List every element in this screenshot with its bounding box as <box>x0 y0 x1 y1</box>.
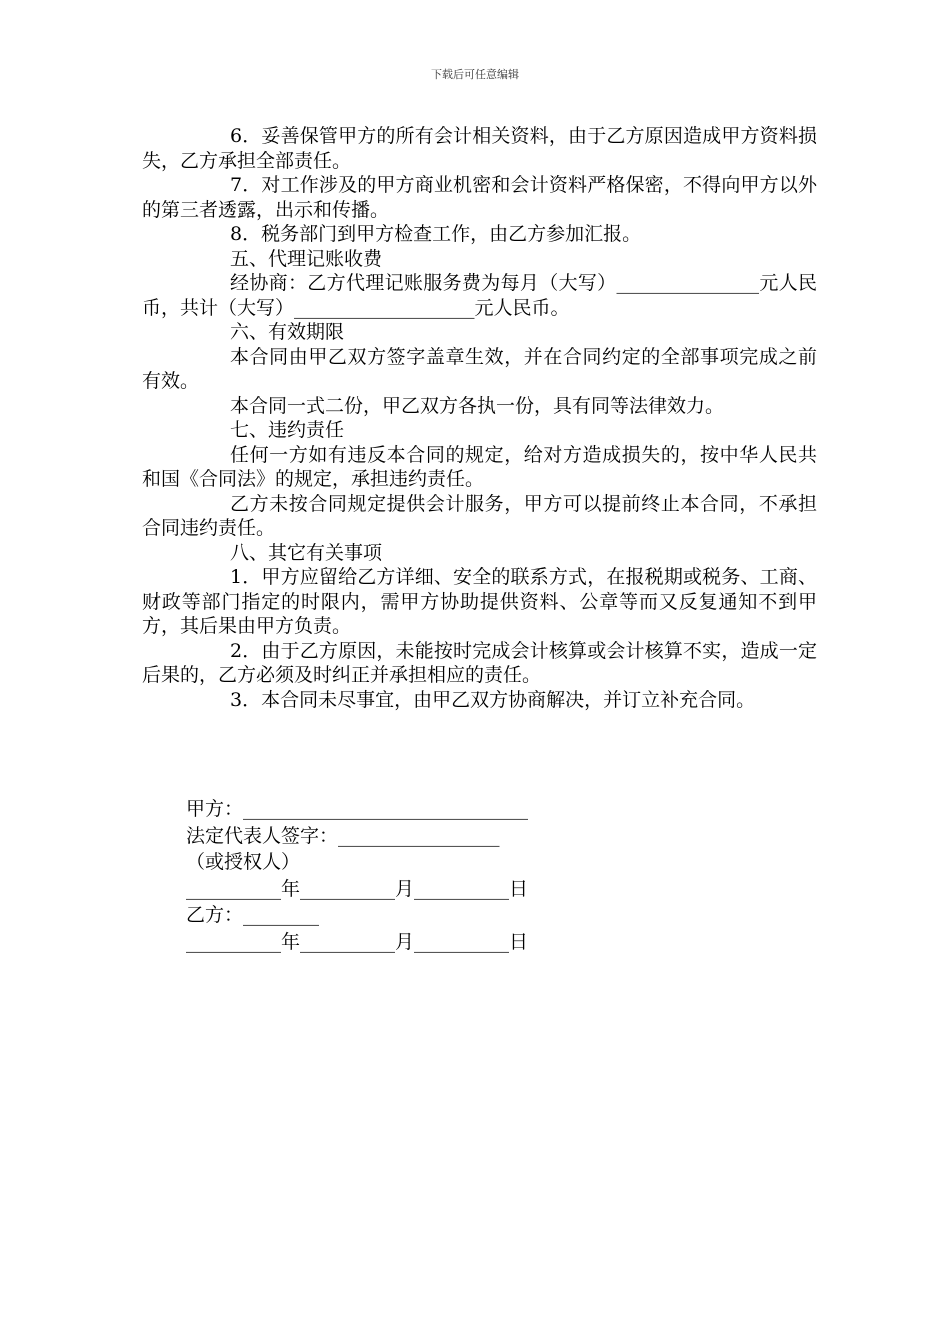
contract-body <box>142 124 817 712</box>
authorized-person-label: （或授权人） <box>186 851 301 873</box>
other-clause-2: 2．由于乙方原因，未能按时完成会计核算或会计核算不实，造成一定后果的，乙方必须及时纠正并承担相应的责任。 <box>142 639 817 686</box>
breach-clause-2: 乙方未按合同规定提供会计服务，甲方可以提前终止本合同，不承担合同违约责任。 <box>142 492 817 539</box>
clause-8: 8．税务部门到甲方检查工作，由乙方参加汇报。 <box>230 223 642 245</box>
signature-block <box>186 796 586 955</box>
clause-7: 7．对工作涉及的甲方商业机密和会计资料严格保密，不得向甲方以外的第三者透露，出示和传播。 <box>142 174 817 221</box>
fee-clause: 经协商：乙方代理记账服务费为每月（大写）_______________元人民币，共计（大写）___________________元人民币。 <box>142 272 817 319</box>
other-clause-3: 3．本合同未尽事宜，由甲乙双方协商解决，并订立补充合同。 <box>230 688 756 711</box>
section-heading-breach: 七、违约责任 <box>230 419 345 441</box>
party-a-signature-line: 甲方：______________________________ <box>186 798 529 820</box>
breach-clause-1: 任何一方如有违反本合同的规定，给对方造成损失的，按中华人民共和国《合同法》的规定，承担违约责任。 <box>142 443 817 490</box>
party-b-date-line: __________年__________月__________日 <box>186 930 529 953</box>
party-a-date-line: __________年__________月__________日 <box>186 877 529 900</box>
section-heading-other: 八、其它有关事项 <box>230 541 383 564</box>
other-clause-1: 1．甲方应留给乙方详细、安全的联系方式，在报税期或税务、工商、财政等部门指定的时限内，需甲方协助提供资料、公章等而又反复通知不到甲方，其后果由甲方负责。 <box>142 566 817 637</box>
term-clause-2: 本合同一式二份，甲乙双方各执一份，具有同等法律效力。 <box>230 394 725 417</box>
legal-representative-line: 法定代表人签字：_________________ <box>186 824 500 847</box>
section-heading-fees: 五、代理记账收费 <box>230 247 383 270</box>
clause-6: 6．妥善保管甲方的所有会计相关资料，由于乙方原因造成甲方资料损失，乙方承担全部责任。 <box>142 125 817 172</box>
section-heading-term: 六、有效期限 <box>230 321 345 343</box>
term-clause-1: 本合同由甲乙双方签字盖章生效，并在合同约定的全部事项完成之前有效。 <box>142 345 817 392</box>
party-b-signature-line: 乙方：________ <box>186 904 320 926</box>
header-note: 下载后可任意编辑 <box>431 68 519 81</box>
